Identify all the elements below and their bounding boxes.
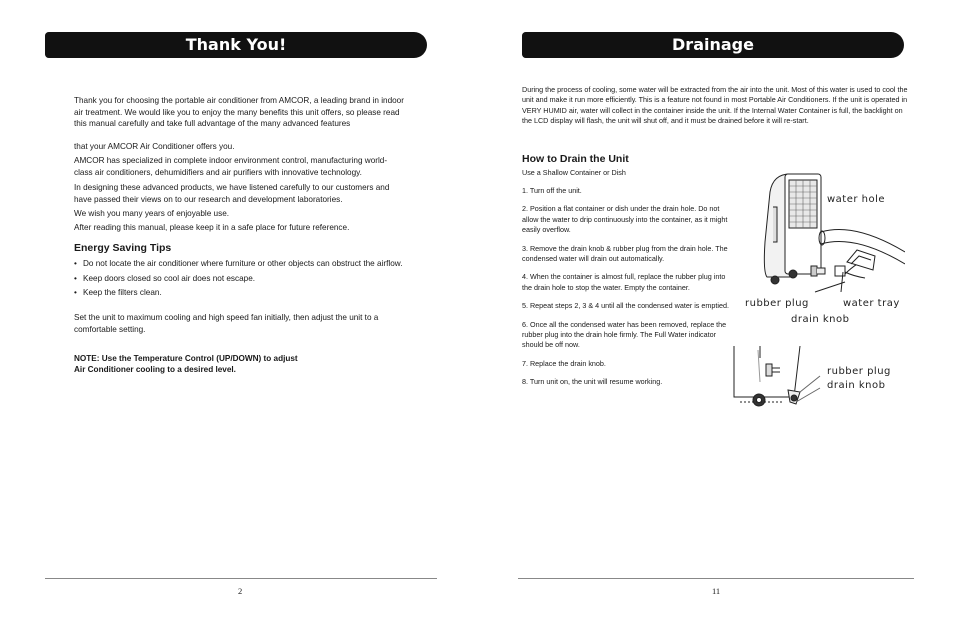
intro-paragraph-1: Thank you for choosing the portable air conditioner from AMCOR, a leading brand in indoor air treatment. We would like you to enjoy the many benefits this unit offers, so please read this manual carefully and take full advantage of the many advanced features (74, 96, 404, 129)
page-number-right: 11 (712, 586, 721, 596)
rubber-plug-label-1: rubber plug (745, 298, 809, 309)
list-item: 3. Remove the drain knob & rubber plug from the drain hole. The condensed water will drain out automatically. (522, 243, 728, 264)
list-item: 7. Replace the drain knob. (522, 358, 606, 368)
intro-paragraph-6: After reading this manual, please keep it in a safe place for future reference. (74, 223, 350, 232)
drainage-diagram-2 (730, 342, 830, 418)
drain-knob-label-1: drain knob (791, 314, 850, 325)
list-item: • Keep the filters clean. (74, 287, 404, 299)
intro-paragraph-5: We wish you many years of enjoyable use. (74, 209, 230, 218)
list-item: 5. Repeat steps 2, 3 & 4 until all the condensed water is emptied. (522, 301, 729, 311)
drain-steps (522, 186, 730, 396)
drain-knob-label-2: drain knob (827, 380, 886, 391)
thank-you-banner: Thank You! (45, 32, 427, 58)
howto-subheading: Use a Shallow Container or Dish (522, 168, 626, 177)
energy-tips-heading: Energy Saving Tips (74, 242, 172, 254)
water-hole-label: water hole (827, 194, 886, 205)
footer-rule-left (45, 578, 437, 579)
list-item: 4. When the container is almost full, replace the rubber plug into the drain hole to stop the water. Empty the container. (522, 272, 726, 292)
drainage-intro: During the process of cooling, some water will be extracted from the air into the unit. Most of this water is used to cool the unit and make it run more efficiently. This is a feature not found in most Portable Air Conditioners. If the unit is operated in VERY HUMID air, water will collect in the container inside the unit. If the Internal Water Container is full, the backlight on the LCD display will flash, the unit will shut off, and it must be drained before it will re-start. (522, 85, 908, 126)
intro-paragraph-2: that your AMCOR Air Conditioner offers you. (74, 142, 235, 151)
note-line-2: Air Conditioner cooling to a desired level. (74, 365, 236, 374)
page-number-left: 2 (238, 586, 243, 596)
list-item: • Keep doors closed so cool air does not escape. (74, 273, 404, 285)
energy-tips-list (74, 258, 404, 302)
list-item: 1. Turn off the unit. (522, 186, 582, 195)
howto-heading: How to Drain the Unit (522, 153, 629, 165)
water-tray-label: water tray (843, 298, 900, 309)
intro-paragraph-4: In designing these advanced products, we have listened carefully to our customers and have passed their views on to our research and development laboratories. (74, 183, 390, 204)
list-item: 8. Turn unit on, the unit will resume working. (522, 377, 663, 387)
tips-after-paragraph: Set the unit to maximum cooling and high speed fan initially, then adjust the unit to a comfortable setting. (74, 313, 379, 334)
note-line-1: NOTE: Use the Temperature Control (UP/DOWN) to adjust (74, 354, 298, 363)
list-item: • Do not locate the air conditioner where furniture or other objects can obstruct the airflow. (74, 258, 404, 270)
footer-rule-right (518, 578, 914, 579)
rubber-plug-label-2: rubber plug (827, 366, 891, 377)
list-item: 2. Position a flat container or dish under the drain hole. Do not allow the water to drip continuously into the container, as it might easily overflow. (522, 204, 728, 235)
list-item: 6. Once all the condensed water has been removed, replace the rubber plug into the drain hole firmly. The Full Water indicator should be off now. (522, 319, 727, 350)
intro-paragraph-3: AMCOR has specialized in complete indoor environment control, manufacturing world-class air conditioners, dehumidifiers and air purifiers with innovative technology. (74, 156, 388, 177)
drainage-banner: Drainage (522, 32, 904, 58)
